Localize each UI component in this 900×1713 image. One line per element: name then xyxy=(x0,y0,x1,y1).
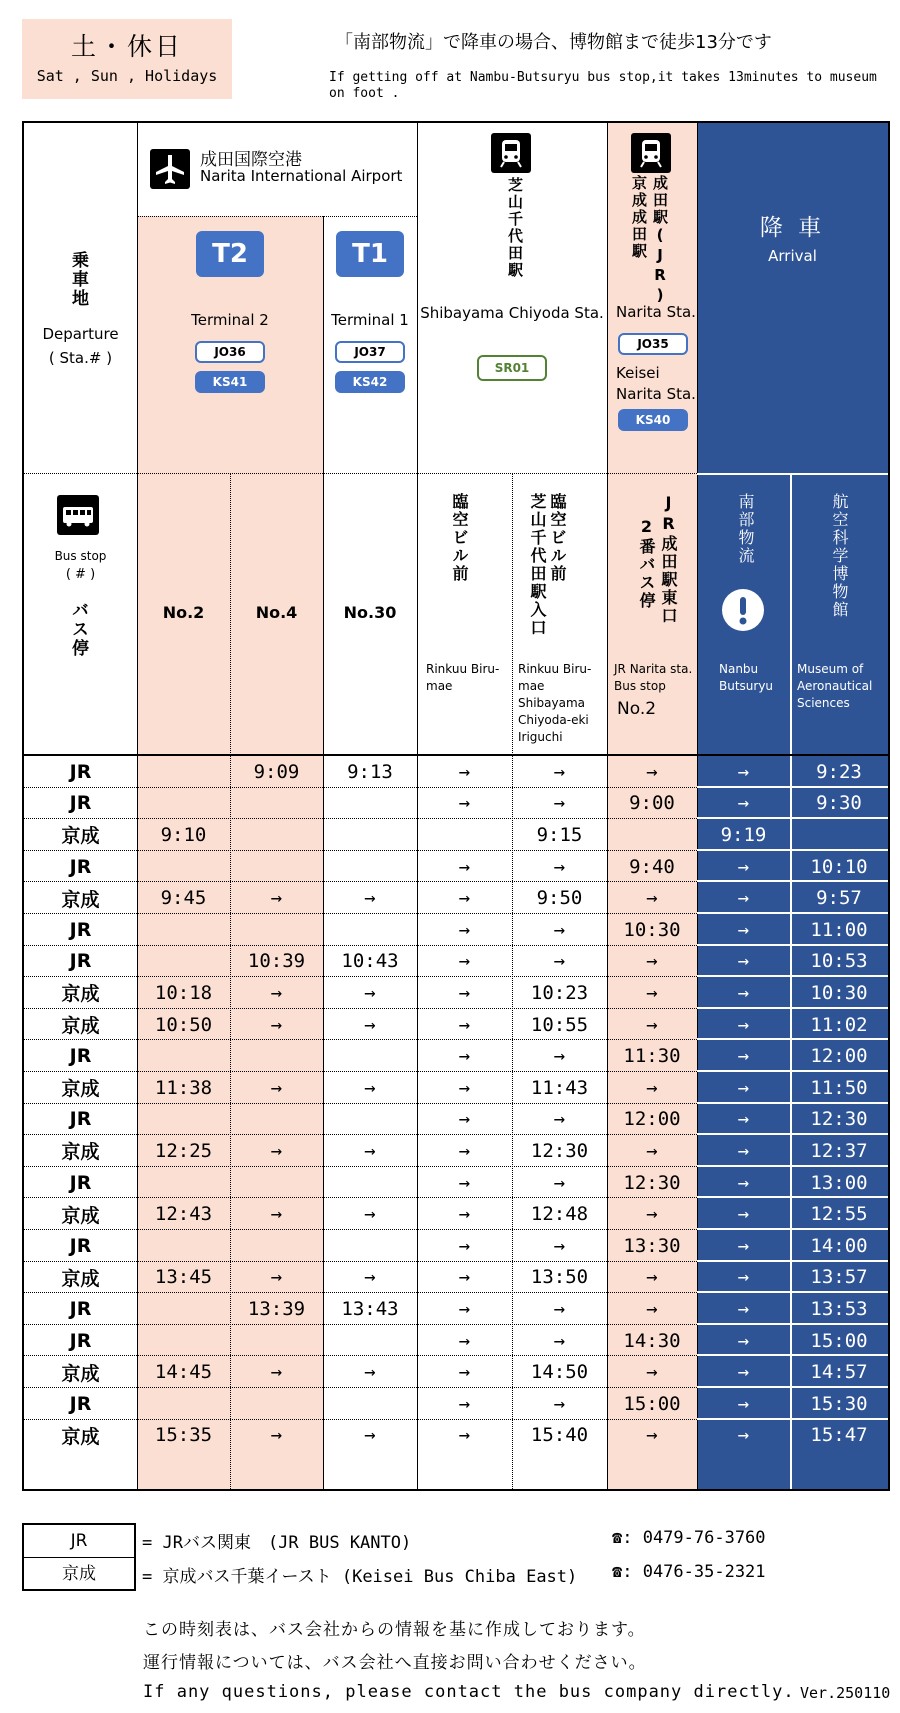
cell-operator: JR xyxy=(69,1045,92,1068)
busstop-label-sub: ( # ) xyxy=(65,567,96,582)
cell-operator: JR xyxy=(69,1171,92,1194)
cell-operator: 京成 xyxy=(61,1425,100,1448)
narita-station-name-jp: 成田駅(JR) xyxy=(651,175,669,306)
cell-terminal1-no30 xyxy=(323,1167,417,1199)
cell-terminal1-no30: → xyxy=(364,1424,376,1447)
cell-museum: 14:00 xyxy=(810,1234,868,1257)
jr-narita-stop-name-en: JR Narita sta. Bus stop xyxy=(614,662,693,693)
jr-narita-stop-name-jp-a: JR成田駅東口 xyxy=(659,493,678,625)
jr-narita-stop-name-jp-b: 2番バス停 xyxy=(637,517,656,610)
schedule-row xyxy=(24,1104,888,1136)
cell-museum: 13:53 xyxy=(810,1297,868,1320)
terminal1-badge: T1 xyxy=(336,231,404,277)
terminal1-name: Terminal 1 xyxy=(331,311,409,329)
cell-rinkuu-shibayama: 15:40 xyxy=(530,1424,589,1447)
cell-nanbu-butsuryu: → xyxy=(737,1424,750,1447)
cell-rinkuu: → xyxy=(458,1234,471,1257)
schedule-row xyxy=(24,1167,888,1199)
row-dotted xyxy=(137,216,417,217)
cell-terminal2-no2 xyxy=(137,914,230,946)
cell-terminal2-no4: → xyxy=(270,1266,283,1289)
cell-nanbu-butsuryu: → xyxy=(737,887,750,910)
schedule-row xyxy=(24,1356,888,1388)
cell-terminal2-no2 xyxy=(137,788,230,820)
operator-legend xyxy=(22,1523,136,1591)
cell-museum: 13:00 xyxy=(810,1171,868,1194)
cell-nanbu-butsuryu: → xyxy=(737,1203,750,1226)
rinkuu-stop-name-en: Rinkuu Biru-mae xyxy=(426,662,500,693)
cell-museum: 10:30 xyxy=(810,981,868,1004)
cell-terminal2-no2 xyxy=(137,1230,230,1262)
legend-keisei-phone: ☎: 0476-35-2321 xyxy=(612,1562,766,1582)
airport-name-jp: 成田国際空港 xyxy=(200,150,302,170)
cell-rinkuu: → xyxy=(458,918,471,941)
cell-terminal2-no2 xyxy=(137,1167,230,1199)
departure-label-sub: ( Sta.# ) xyxy=(48,349,113,367)
narita-station-code: JO35 xyxy=(618,333,688,355)
cell-terminal2-no2: 10:18 xyxy=(154,981,213,1004)
cell-jr-narita: 9:40 xyxy=(629,855,675,878)
cell-terminal2-no2 xyxy=(137,1325,230,1357)
cell-terminal2-no4 xyxy=(230,788,323,820)
cell-rinkuu: → xyxy=(458,792,471,815)
schedule-row xyxy=(24,851,888,883)
cell-rinkuu-shibayama: 14:50 xyxy=(530,1361,589,1384)
rinkuu-shibayama-stop-name-en: Rinkuu Biru-mae Shibayama Chiyoda-eki Iriguchi xyxy=(518,662,592,744)
cell-museum: 9:30 xyxy=(816,792,862,815)
cell-terminal2-no4 xyxy=(230,1388,323,1420)
cell-terminal1-no30 xyxy=(323,819,417,851)
cell-rinkuu-shibayama: → xyxy=(553,1108,566,1131)
cell-nanbu-butsuryu: → xyxy=(737,792,750,815)
cell-terminal2-no2: 12:25 xyxy=(154,1139,213,1162)
cell-terminal1-no30: 13:43 xyxy=(341,1297,399,1320)
schedule-row xyxy=(24,1072,888,1104)
legend-key-keisei: 京成 xyxy=(62,1564,96,1584)
cell-museum: 14:57 xyxy=(810,1361,868,1384)
cell-terminal1-no30 xyxy=(323,914,417,946)
cell-jr-narita: → xyxy=(646,1361,658,1384)
schedule-row xyxy=(24,1325,888,1357)
cell-terminal2-no4: 9:09 xyxy=(253,760,300,783)
cell-terminal1-no30 xyxy=(323,1230,417,1262)
cell-terminal1-no30: → xyxy=(364,1076,376,1099)
cell-operator: 京成 xyxy=(61,1015,100,1038)
cell-nanbu-butsuryu: → xyxy=(737,760,750,783)
cell-terminal2-no2 xyxy=(137,851,230,883)
cell-museum: 12:55 xyxy=(810,1203,868,1226)
keisei-narita-name-jp: 京成成田駅 xyxy=(630,175,648,260)
cell-rinkuu: → xyxy=(458,1203,471,1226)
cell-rinkuu-shibayama: → xyxy=(553,1171,566,1194)
cell-terminal2-no4: → xyxy=(270,1076,283,1099)
legend-jr-text: = JRバス関東 (JR BUS KANTO) xyxy=(142,1533,412,1553)
cell-terminal2-no4 xyxy=(230,1040,323,1072)
schedule-row xyxy=(24,1135,888,1167)
cell-terminal2-no2: 12:43 xyxy=(154,1203,213,1226)
cell-terminal1-no30 xyxy=(323,788,417,820)
cell-jr-narita: → xyxy=(646,950,658,973)
cell-jr-narita xyxy=(607,819,697,851)
cell-nanbu-butsuryu: → xyxy=(737,1361,750,1384)
cell-operator: 京成 xyxy=(61,1362,100,1385)
cell-museum: 10:10 xyxy=(810,855,868,878)
terminal1-keisei-code: KS42 xyxy=(335,371,405,393)
cell-terminal2-no2 xyxy=(137,1388,230,1420)
cell-terminal1-no30: → xyxy=(364,1203,376,1226)
row-white xyxy=(697,473,888,475)
cell-terminal2-no2: 14:45 xyxy=(154,1361,213,1384)
cell-operator: JR xyxy=(69,918,92,941)
cell-operator: 京成 xyxy=(61,1078,100,1101)
schedule-row xyxy=(24,1009,888,1041)
cell-rinkuu: → xyxy=(458,760,471,783)
cell-rinkuu-shibayama: 10:55 xyxy=(530,1013,589,1036)
nanbu-stop-name-jp: 南部物流 xyxy=(736,493,755,565)
cell-museum: 11:50 xyxy=(810,1076,868,1099)
cell-terminal1-no30 xyxy=(323,1040,417,1072)
cell-museum: 9:23 xyxy=(816,760,862,783)
cell-nanbu-butsuryu: → xyxy=(737,855,750,878)
cell-terminal2-no4: → xyxy=(270,981,283,1004)
stop-number-no2: No.2 xyxy=(162,603,205,622)
narita-station-name-en: Narita Sta. xyxy=(616,303,696,321)
day-type-en: Sat , Sun , Holidays xyxy=(36,67,218,85)
cell-jr-narita: → xyxy=(646,1424,658,1447)
cell-jr-narita: 13:30 xyxy=(623,1234,681,1257)
cell-operator: JR xyxy=(69,855,92,878)
cell-rinkuu: → xyxy=(458,981,471,1004)
schedule-row xyxy=(24,756,888,788)
cell-operator: JR xyxy=(69,1234,92,1257)
footer-note-2: 運行情報については、バス会社へ直接お問い合わせください。 xyxy=(143,1653,647,1673)
cell-nanbu-butsuryu: → xyxy=(737,950,750,973)
cell-jr-narita: → xyxy=(646,760,658,783)
cell-rinkuu-shibayama: → xyxy=(553,1392,566,1415)
schedule-row xyxy=(24,788,888,820)
cell-rinkuu: → xyxy=(458,1297,471,1320)
cell-terminal1-no30: → xyxy=(364,1139,376,1162)
cell-museum: 12:30 xyxy=(810,1108,868,1131)
schedule-row xyxy=(24,1293,888,1325)
cell-terminal2-no2 xyxy=(137,1293,230,1325)
cell-nanbu-butsuryu: → xyxy=(737,1108,750,1131)
cell-museum xyxy=(790,819,888,851)
cell-nanbu-butsuryu: → xyxy=(737,1045,750,1068)
cell-rinkuu-shibayama: → xyxy=(553,1329,566,1352)
cell-operator: JR xyxy=(69,950,92,973)
cell-museum: 10:53 xyxy=(810,950,868,973)
schedule-row xyxy=(24,914,888,946)
cell-jr-narita: 12:30 xyxy=(623,1171,681,1194)
cell-terminal1-no30: → xyxy=(364,1013,376,1036)
cell-museum: 9:57 xyxy=(816,887,862,910)
cell-nanbu-butsuryu: → xyxy=(737,1392,750,1415)
schedule-row xyxy=(24,1230,888,1262)
cell-rinkuu-shibayama: → xyxy=(553,1234,566,1257)
bus-icon xyxy=(57,495,99,535)
walk-note-en: If getting off at Nambu-Butsuryu bus stop,it takes 13minutes to museum on foot . xyxy=(329,70,877,101)
cell-rinkuu-shibayama: 10:23 xyxy=(530,981,589,1004)
cell-terminal2-no4 xyxy=(230,1325,323,1357)
cell-museum: 11:02 xyxy=(810,1013,868,1036)
cell-terminal2-no4 xyxy=(230,851,323,883)
cell-terminal2-no4: → xyxy=(270,1361,283,1384)
airport-name-en: Narita International Airport xyxy=(200,167,403,185)
cell-operator: 京成 xyxy=(61,825,100,848)
stop-number-no30: No.30 xyxy=(343,603,397,622)
cell-terminal2-no2: 10:50 xyxy=(154,1013,213,1036)
cell-terminal2-no4: → xyxy=(270,1203,283,1226)
cell-nanbu-butsuryu: → xyxy=(737,1076,750,1099)
legend-keisei-text: = 京成バス千葉イースト (Keisei Bus Chiba East) xyxy=(142,1567,578,1587)
museum-stop-name-jp: 航空科学博物館 xyxy=(830,493,849,619)
cell-terminal2-no4 xyxy=(230,1104,323,1136)
cell-jr-narita: → xyxy=(646,1139,658,1162)
cell-rinkuu-shibayama: 11:43 xyxy=(530,1076,589,1099)
cell-rinkuu: → xyxy=(458,1139,471,1162)
cell-terminal2-no2: 9:10 xyxy=(160,823,207,846)
departure-label-jp: 乗車地 xyxy=(68,251,88,308)
cell-terminal1-no30: 10:43 xyxy=(341,950,399,973)
schedule-row xyxy=(24,1420,888,1452)
cell-terminal2-no4 xyxy=(230,1167,323,1199)
cell-nanbu-butsuryu: → xyxy=(737,981,750,1004)
cell-terminal2-no4: → xyxy=(270,1424,283,1447)
nanbu-stop-name-en: Nanbu Butsuryu xyxy=(719,662,774,693)
cell-rinkuu-shibayama: 12:30 xyxy=(530,1139,589,1162)
cell-terminal1-no30 xyxy=(323,1104,417,1136)
cell-terminal1-no30 xyxy=(323,1388,417,1420)
cell-terminal2-no4 xyxy=(230,1230,323,1262)
cell-rinkuu-shibayama: 9:15 xyxy=(536,823,583,846)
schedule-row xyxy=(24,1388,888,1420)
day-type-box xyxy=(22,19,232,99)
cell-terminal1-no30: → xyxy=(364,1266,376,1289)
schedule-row xyxy=(24,1198,888,1230)
cell-operator: 京成 xyxy=(61,983,100,1006)
cell-jr-narita: 11:30 xyxy=(623,1045,681,1068)
train-icon xyxy=(631,133,671,173)
cell-museum: 15:30 xyxy=(810,1392,868,1415)
cell-terminal2-no2: 15:35 xyxy=(154,1424,213,1447)
busstop-label-en: Bus stop xyxy=(54,549,107,563)
rinkuu-stop-name-jp: 臨空ビル前 xyxy=(450,493,469,583)
cell-jr-narita: → xyxy=(646,1297,658,1320)
cell-terminal2-no4 xyxy=(230,819,323,851)
cell-rinkuu-shibayama: → xyxy=(553,1045,566,1068)
cell-terminal1-no30 xyxy=(323,1325,417,1357)
cell-rinkuu: → xyxy=(458,887,471,910)
schedule-row xyxy=(24,946,888,978)
terminal2-jr-code: JO36 xyxy=(195,341,265,363)
row-dotted xyxy=(24,473,697,474)
arrival-label-en: Arrival xyxy=(768,247,817,265)
cell-rinkuu-shibayama: → xyxy=(553,950,566,973)
cell-jr-narita: 10:30 xyxy=(623,918,681,941)
shibayama-code: SR01 xyxy=(477,355,547,381)
cell-nanbu-butsuryu: → xyxy=(737,1329,750,1352)
cell-terminal2-no4 xyxy=(230,914,323,946)
cell-rinkuu: → xyxy=(458,1424,471,1447)
cell-rinkuu: → xyxy=(458,950,471,973)
cell-nanbu-butsuryu: → xyxy=(737,1139,750,1162)
cell-terminal2-no4: 13:39 xyxy=(247,1297,306,1320)
exclamation-icon xyxy=(722,589,764,631)
cell-museum: 13:57 xyxy=(810,1266,868,1289)
cell-rinkuu-shibayama: → xyxy=(553,760,566,783)
cell-terminal1-no30 xyxy=(323,851,417,883)
cell-operator: JR xyxy=(69,1108,92,1131)
schedule-row xyxy=(24,1262,888,1294)
cell-terminal2-no2: 11:38 xyxy=(154,1076,213,1099)
cell-jr-narita: 12:00 xyxy=(623,1108,681,1131)
cell-operator: JR xyxy=(69,792,92,815)
cell-operator: JR xyxy=(69,1392,92,1415)
cell-terminal1-no30: → xyxy=(364,981,376,1004)
cell-jr-narita: 15:00 xyxy=(623,1392,681,1415)
cell-museum: 15:00 xyxy=(810,1329,868,1352)
keisei-narita-name-en: Keisei Narita Sta. xyxy=(616,364,696,403)
cell-nanbu-butsuryu: → xyxy=(737,1013,750,1036)
cell-rinkuu: → xyxy=(458,1045,471,1068)
cell-terminal2-no2 xyxy=(137,1040,230,1072)
cell-jr-narita: 9:00 xyxy=(629,792,675,815)
cell-nanbu-butsuryu: → xyxy=(737,1234,750,1257)
cell-terminal2-no2 xyxy=(137,1104,230,1136)
cell-nanbu-butsuryu: 9:19 xyxy=(720,823,767,846)
cell-rinkuu-shibayama: 9:50 xyxy=(536,887,583,910)
arrival-label-jp: 降 車 xyxy=(759,215,826,241)
cell-rinkuu-shibayama: 12:48 xyxy=(530,1203,589,1226)
terminal2-badge: T2 xyxy=(196,231,264,277)
footer-note-3: If any questions, please contact the bus company directly. xyxy=(143,1682,795,1702)
cell-operator: JR xyxy=(69,760,92,783)
busstop-label-jp: バス停 xyxy=(68,601,88,658)
cell-operator: 京成 xyxy=(61,1204,100,1227)
cell-terminal2-no4: → xyxy=(270,887,283,910)
cell-terminal1-no30: → xyxy=(364,1361,376,1384)
cell-operator: 京成 xyxy=(61,1267,100,1290)
cell-nanbu-butsuryu: → xyxy=(737,1171,750,1194)
cell-operator: JR xyxy=(69,1297,92,1320)
schedule-row xyxy=(24,882,888,914)
jr-narita-stop-number: No.2 xyxy=(617,699,657,719)
day-type-jp: 土・休日 xyxy=(70,32,183,61)
cell-jr-narita: → xyxy=(646,1266,658,1289)
terminal2-name: Terminal 2 xyxy=(191,311,269,329)
keisei-narita-code: KS40 xyxy=(618,409,688,431)
cell-jr-narita: → xyxy=(646,1203,658,1226)
cell-rinkuu: → xyxy=(458,1108,471,1131)
legend-jr-phone: ☎: 0479-76-3760 xyxy=(612,1528,766,1548)
walk-note-jp: 「南部物流」で降車の場合、博物館まで徒歩13分です xyxy=(335,32,772,53)
cell-museum: 12:00 xyxy=(810,1045,868,1068)
legend-key-jr: JR xyxy=(24,1525,134,1558)
cell-jr-narita: → xyxy=(646,1013,658,1036)
shibayama-name-jp: 芝山千代田駅 xyxy=(506,177,524,279)
cell-terminal1-no30: → xyxy=(364,887,376,910)
cell-rinkuu: → xyxy=(458,1171,471,1194)
cell-rinkuu-shibayama: → xyxy=(553,792,566,815)
cell-rinkuu: → xyxy=(458,1329,471,1352)
cell-operator: 京成 xyxy=(61,888,100,911)
cell-jr-narita: 14:30 xyxy=(623,1329,681,1352)
rinkuu-shibayama-stop-name-jp-a: 臨空ビル前 xyxy=(548,493,567,583)
cell-operator: 京成 xyxy=(61,1141,100,1164)
cell-rinkuu: → xyxy=(458,1013,471,1036)
shibayama-name-en: Shibayama Chiyoda Sta. xyxy=(420,304,604,322)
cell-rinkuu xyxy=(417,819,512,851)
cell-rinkuu: → xyxy=(458,1361,471,1384)
cell-museum: 12:37 xyxy=(810,1139,868,1162)
cell-jr-narita: → xyxy=(646,887,658,910)
cell-terminal2-no4: → xyxy=(270,1013,283,1036)
cell-rinkuu: → xyxy=(458,1392,471,1415)
cell-museum: 15:47 xyxy=(810,1424,868,1447)
schedule-row xyxy=(24,819,888,851)
cell-terminal1-no30: 9:13 xyxy=(347,760,393,783)
museum-stop-name-en: Museum of Aeronautical Sciences xyxy=(797,662,873,710)
footer-note-1: この時刻表は、バス会社からの情報を基に作成しております。 xyxy=(143,1620,646,1640)
cell-terminal2-no2: 13:45 xyxy=(154,1266,213,1289)
airplane-icon xyxy=(150,149,190,189)
timetable xyxy=(22,121,890,1491)
cell-terminal2-no2 xyxy=(137,946,230,978)
cell-nanbu-butsuryu: → xyxy=(737,1297,750,1320)
cell-rinkuu-shibayama: → xyxy=(553,918,566,941)
stop-number-no4: No.4 xyxy=(255,603,298,622)
cell-rinkuu: → xyxy=(458,855,471,878)
cell-nanbu-butsuryu: → xyxy=(737,918,750,941)
cell-jr-narita: → xyxy=(646,1076,658,1099)
departure-label-en: Departure xyxy=(42,325,119,343)
cell-rinkuu-shibayama: → xyxy=(553,1297,566,1320)
schedule-row xyxy=(24,977,888,1009)
cell-nanbu-butsuryu: → xyxy=(737,1266,750,1289)
cell-jr-narita: → xyxy=(646,981,658,1004)
terminal1-jr-code: JO37 xyxy=(335,341,405,363)
rinkuu-shibayama-stop-name-jp-b: 芝山千代田駅入口 xyxy=(528,493,547,637)
cell-terminal2-no2 xyxy=(137,756,230,788)
version-label: Ver.250110 xyxy=(800,1684,891,1702)
cell-terminal2-no2: 9:45 xyxy=(160,887,207,910)
cell-museum: 11:00 xyxy=(810,918,868,941)
cell-terminal2-no4: 10:39 xyxy=(247,950,306,973)
terminal2-keisei-code: KS41 xyxy=(195,371,265,393)
cell-rinkuu: → xyxy=(458,1076,471,1099)
cell-rinkuu-shibayama: → xyxy=(553,855,566,878)
cell-rinkuu-shibayama: 13:50 xyxy=(530,1266,589,1289)
cell-rinkuu: → xyxy=(458,1266,471,1289)
schedule-row xyxy=(24,1040,888,1072)
cell-operator: JR xyxy=(69,1329,92,1352)
train-icon xyxy=(491,133,531,173)
cell-terminal2-no4: → xyxy=(270,1139,283,1162)
